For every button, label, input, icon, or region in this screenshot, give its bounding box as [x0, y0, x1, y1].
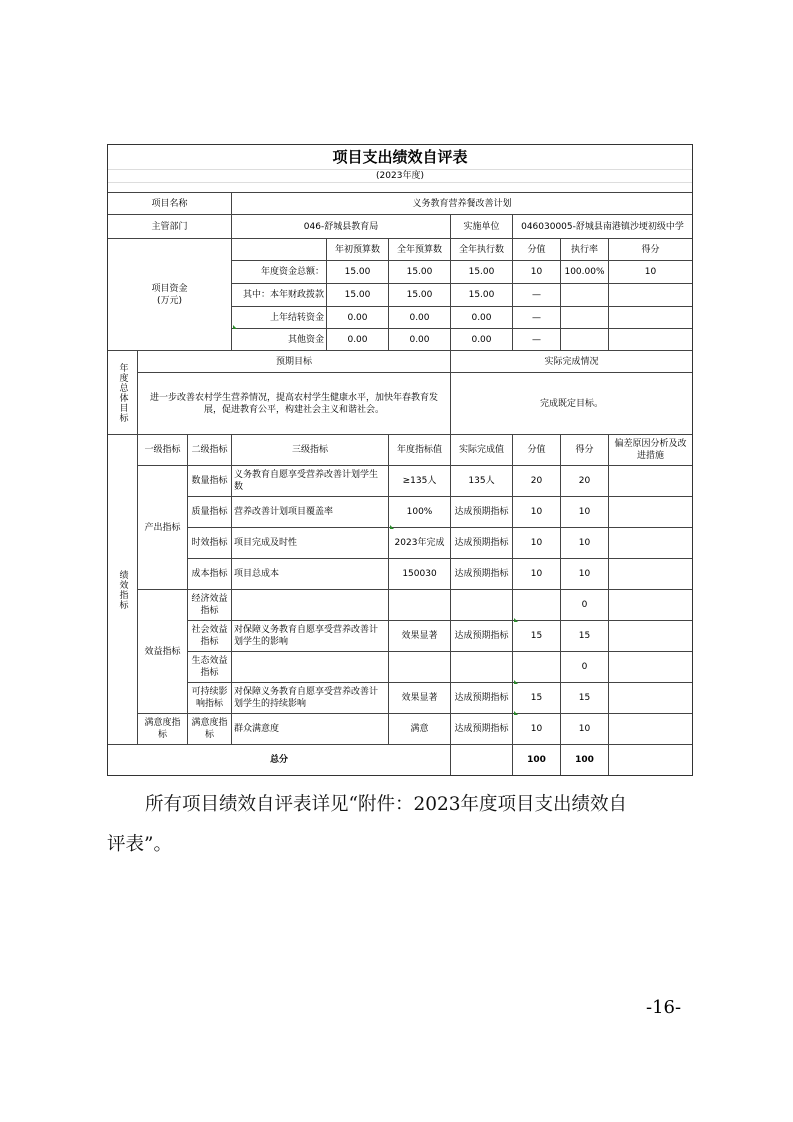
- perf-header: 偏差原因分析及改进措施: [609, 435, 692, 466]
- spacer-row: [108, 183, 692, 193]
- fund-row-label: 其中：本年财政拨款: [232, 284, 327, 307]
- perf-target: 效果显著: [389, 621, 451, 652]
- perf-actual: 达成预期指标: [451, 559, 513, 590]
- perf-l2: 满意度指标: [188, 714, 232, 745]
- perf-target: 100%: [389, 497, 451, 528]
- paragraph-line-2: 评表”。: [107, 834, 172, 855]
- cell-marker: [233, 325, 237, 329]
- perf-actual: [451, 652, 513, 683]
- perf-score: [513, 590, 561, 621]
- fund-header: 年初预算数: [327, 239, 389, 261]
- perf-score: 10: [513, 528, 561, 559]
- level1-benefit: 效益指标: [138, 590, 188, 714]
- total-note: [609, 745, 692, 775]
- perf-actual: 达成预期指标: [451, 497, 513, 528]
- perf-header: 实际完成值: [451, 435, 513, 466]
- fund-cell: 15.00: [389, 284, 451, 307]
- perf-target: 2023年完成: [389, 528, 451, 559]
- fund-header: 得分: [609, 239, 692, 261]
- perf-header: 三级指标: [232, 435, 389, 466]
- fund-header: 全年预算数: [389, 239, 451, 261]
- fund-cell: 100.00%: [561, 261, 609, 284]
- fund-cell: 10: [513, 261, 561, 284]
- level1-output: 产出指标: [138, 466, 188, 590]
- perf-l2: 数量指标: [188, 466, 232, 497]
- perf-got: 10: [561, 497, 609, 528]
- perf-got: 15: [561, 683, 609, 714]
- fund-cell: 0.00: [451, 307, 513, 329]
- perf-note: [609, 528, 692, 559]
- perf-l3: 项目总成本: [232, 559, 389, 590]
- perf-score: 15: [513, 683, 561, 714]
- perf-score: 15: [513, 621, 561, 652]
- perf-got: 10: [561, 714, 609, 745]
- perf-l3: [232, 652, 389, 683]
- perf-target: ≥135人: [389, 466, 451, 497]
- fund-cell: 15.00: [327, 261, 389, 284]
- perf-got: 0: [561, 652, 609, 683]
- fund-row-label: 上年结转资金: [232, 307, 327, 329]
- cell-marker: [514, 680, 518, 684]
- project-name-value: 义务教育营养餐改善计划: [232, 193, 692, 215]
- goal-label: 年度总体目标: [108, 351, 138, 435]
- perf-header: 得分: [561, 435, 609, 466]
- perf-l2: 成本指标: [188, 559, 232, 590]
- perf-target: 效果显著: [389, 683, 451, 714]
- perf-actual: 达成预期指标: [451, 714, 513, 745]
- perf-note: [609, 621, 692, 652]
- table-title: 项目支出绩效自评表: [108, 145, 692, 170]
- perf-actual: 达成预期指标: [451, 683, 513, 714]
- fund-header: 全年执行数: [451, 239, 513, 261]
- level1-satisfaction: 满意度指标: [138, 714, 188, 745]
- perf-target: [389, 652, 451, 683]
- perf-note: [609, 652, 692, 683]
- fund-cell: [561, 284, 609, 307]
- fund-cell: [561, 329, 609, 351]
- fund-cell: 0.00: [451, 329, 513, 351]
- perf-l3: 对保障义务教育自愿享受营养改善计划学生的影响: [232, 621, 389, 652]
- fund-header: 执行率: [561, 239, 609, 261]
- perf-got: 15: [561, 621, 609, 652]
- perf-l2: 质量指标: [188, 497, 232, 528]
- fund-cell: [561, 307, 609, 329]
- cell-marker: [514, 618, 518, 622]
- perf-got: 10: [561, 559, 609, 590]
- perf-target: 满意: [389, 714, 451, 745]
- perf-actual: 135人: [451, 466, 513, 497]
- fund-cell: —: [513, 329, 561, 351]
- perf-note: [609, 683, 692, 714]
- dept-value: 046-舒城县教育局: [232, 215, 451, 239]
- perf-l3: 群众满意度: [232, 714, 389, 745]
- fund-cell: 0.00: [327, 329, 389, 351]
- fund-header-blank: [232, 239, 327, 261]
- goal-actual-header: 实际完成情况: [451, 351, 692, 373]
- perf-l3: 项目完成及时性: [232, 528, 389, 559]
- fund-cell: 15.00: [327, 284, 389, 307]
- perf-l2: 生态效益指标: [188, 652, 232, 683]
- table-year: (2023年度): [108, 170, 692, 183]
- fund-row-label: 年度资金总额：: [232, 261, 327, 284]
- perf-l3: 对保障义务教育自愿享受营养改善计划学生的持续影响: [232, 683, 389, 714]
- perf-l3: 营养改善计划项目覆盖率: [232, 497, 389, 528]
- cell-marker: [514, 711, 518, 715]
- perf-target: [389, 590, 451, 621]
- fund-cell: 10: [609, 261, 692, 284]
- perf-score: 20: [513, 466, 561, 497]
- fund-cell: [609, 284, 692, 307]
- paragraph-line-1: 所有项目绩效自评表详见“附件：2023年度项目支出绩效自: [145, 794, 628, 815]
- perf-header: 一级指标: [138, 435, 188, 466]
- page-number: -16-: [646, 997, 682, 1018]
- perf-score: 10: [513, 497, 561, 528]
- goal-expected-text: 进一步改善农村学生营养情况，提高农村学生健康水平，加快年春教育发展，促进教育公平，构建社会主义和谐社会。: [138, 373, 451, 435]
- perf-l2: 时效指标: [188, 528, 232, 559]
- fund-cell: 0.00: [389, 307, 451, 329]
- perf-actual: [451, 590, 513, 621]
- perf-got: 10: [561, 528, 609, 559]
- fund-header: 分值: [513, 239, 561, 261]
- perf-score: [513, 652, 561, 683]
- perf-l2: 可持续影响指标: [188, 683, 232, 714]
- cell-marker: [390, 525, 394, 529]
- perf-note: [609, 590, 692, 621]
- perf-header: 年度指标值: [389, 435, 451, 466]
- impl-value: 046030005-舒城县南港镇沙埂初级中学: [513, 215, 692, 239]
- fund-cell: 0.00: [327, 307, 389, 329]
- perf-actual: 达成预期指标: [451, 528, 513, 559]
- fund-cell: [609, 329, 692, 351]
- perf-header: 分值: [513, 435, 561, 466]
- perf-note: [609, 559, 692, 590]
- fund-cell: 0.00: [389, 329, 451, 351]
- dept-label: 主管部门: [108, 215, 232, 239]
- perf-score: 10: [513, 714, 561, 745]
- fund-cell: —: [513, 307, 561, 329]
- perf-l2: 经济效益指标: [188, 590, 232, 621]
- perf-note: [609, 714, 692, 745]
- fund-cell: 15.00: [451, 284, 513, 307]
- fund-label: 项目资金 (万元): [108, 239, 232, 351]
- fund-cell: [609, 307, 692, 329]
- perf-target: 150030: [389, 559, 451, 590]
- perf-got: 0: [561, 590, 609, 621]
- perf-label: 绩效指标: [108, 435, 138, 745]
- perf-note: [609, 497, 692, 528]
- total-label: 总分: [108, 745, 451, 775]
- perf-l3: [232, 590, 389, 621]
- impl-label: 实施单位: [451, 215, 513, 239]
- perf-header: 二级指标: [188, 435, 232, 466]
- total-blank: [451, 745, 513, 775]
- fund-row-label: 其他资金: [232, 329, 327, 351]
- total-got: 100: [561, 745, 609, 775]
- project-name-label: 项目名称: [108, 193, 232, 215]
- performance-self-evaluation-table: [107, 144, 693, 776]
- total-score: 100: [513, 745, 561, 775]
- goal-actual-text: 完成既定目标。: [451, 373, 692, 435]
- perf-actual: 达成预期指标: [451, 621, 513, 652]
- fund-cell: 15.00: [451, 261, 513, 284]
- perf-l3: 义务教育自愿享受营养改善计划学生数: [232, 466, 389, 497]
- perf-score: 10: [513, 559, 561, 590]
- perf-got: 20: [561, 466, 609, 497]
- goal-expected-header: 预期目标: [138, 351, 451, 373]
- fund-cell: 15.00: [389, 261, 451, 284]
- perf-note: [609, 466, 692, 497]
- perf-l2: 社会效益指标: [188, 621, 232, 652]
- fund-cell: —: [513, 284, 561, 307]
